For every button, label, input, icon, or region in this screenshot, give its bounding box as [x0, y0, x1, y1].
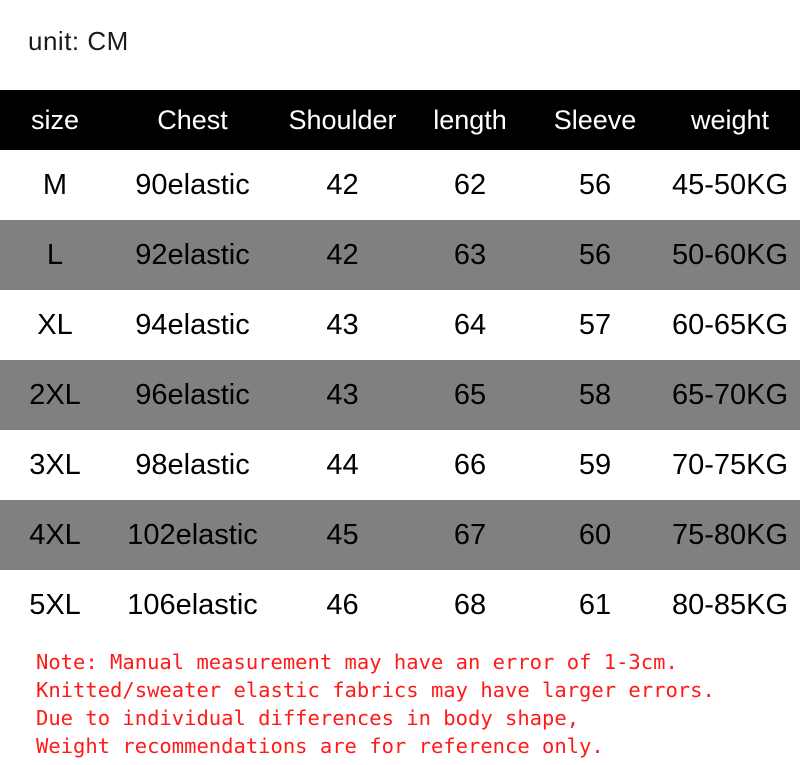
cell-shoulder: 43: [326, 308, 359, 341]
cell-shoulder: 44: [326, 448, 359, 481]
column-header-shoulder: Shoulder: [288, 104, 397, 135]
cell-shoulder: 45: [326, 518, 359, 551]
cell-weight: 70-75KG: [671, 448, 789, 481]
cell-chest: 106elastic: [127, 588, 258, 621]
table-row: [0, 570, 800, 640]
cell-chest: 96elastic: [135, 378, 250, 411]
cell-length: 67: [453, 518, 487, 551]
cell-chest: 92elastic: [135, 238, 250, 271]
table-header-row: [0, 90, 800, 150]
notes-block: [36, 648, 715, 760]
cell-size: XL: [37, 308, 73, 341]
note-line-3: Due to individual differences in body shape,: [36, 706, 580, 730]
cell-shoulder: 46: [326, 588, 359, 621]
column-header-size: size: [30, 104, 79, 135]
cell-sleeve: 57: [578, 308, 612, 341]
cell-chest: 94elastic: [135, 308, 250, 341]
cell-sleeve: 59: [578, 448, 612, 481]
note-line-2: Knitted/sweater elastic fabrics may have larger errors.: [36, 678, 715, 702]
cell-sleeve: 56: [578, 238, 612, 271]
size-table: [0, 90, 800, 640]
cell-shoulder: 42: [326, 168, 359, 201]
cell-length: 63: [453, 238, 487, 271]
column-header-weight: weight: [690, 104, 770, 135]
cell-chest: 90elastic: [135, 168, 250, 201]
cell-size: 2XL: [29, 378, 81, 411]
cell-length: 68: [453, 588, 487, 621]
unit-label: unit: CM: [28, 26, 129, 56]
column-header-chest: Chest: [157, 104, 228, 135]
table-row: [0, 360, 800, 430]
cell-shoulder: 43: [326, 378, 359, 411]
note-line-4: Weight recommendations are for reference only.: [36, 734, 604, 758]
cell-weight: 45-50KG: [671, 168, 789, 201]
cell-chest: 102elastic: [127, 518, 258, 551]
cell-size: 3XL: [29, 448, 81, 481]
cell-length: 62: [453, 168, 487, 201]
cell-size: 5XL: [29, 588, 81, 621]
cell-sleeve: 61: [578, 588, 612, 621]
cell-length: 66: [453, 448, 487, 481]
table-row: [0, 220, 800, 290]
cell-sleeve: 56: [578, 168, 612, 201]
cell-sleeve: 58: [578, 378, 612, 411]
cell-length: 64: [453, 308, 487, 341]
table-row: [0, 430, 800, 500]
table-row: [0, 150, 800, 220]
table-row: [0, 290, 800, 360]
table-row: [0, 500, 800, 570]
cell-shoulder: 42: [326, 238, 359, 271]
cell-weight: 65-70KG: [671, 378, 789, 411]
cell-weight: 60-65KG: [671, 308, 789, 341]
cell-chest: 98elastic: [135, 448, 250, 481]
cell-sleeve: 60: [578, 518, 612, 551]
note-line-1: Note: Manual measurement may have an error of 1-3cm.: [36, 650, 678, 674]
column-header-length: length: [433, 104, 507, 135]
cell-weight: 50-60KG: [671, 238, 789, 271]
cell-size: 4XL: [29, 518, 81, 551]
cell-weight: 80-85KG: [671, 588, 789, 621]
cell-length: 65: [453, 378, 487, 411]
cell-weight: 75-80KG: [671, 518, 789, 551]
cell-size: L: [46, 238, 64, 271]
column-header-sleeve: Sleeve: [553, 104, 637, 135]
cell-size: M: [42, 168, 68, 201]
